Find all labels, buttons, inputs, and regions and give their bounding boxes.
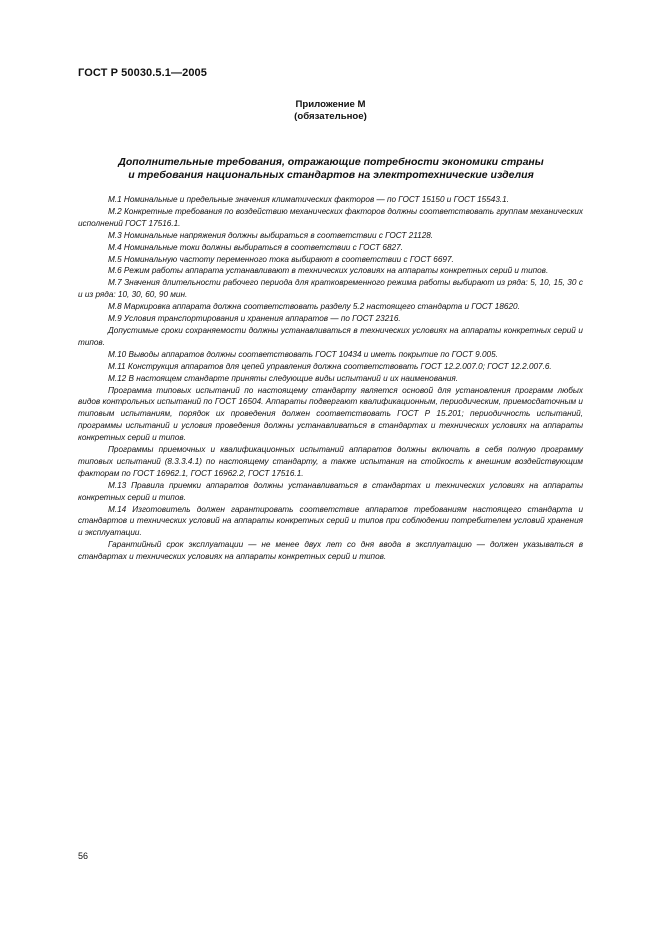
- paragraph-m6: М.6 Режим работы аппарата устанавливают в технических условиях на аппараты конкретных серий и типов.: [108, 266, 549, 276]
- paragraph-m5: М.5 Номинальную частоту переменного тока выбирают в соответствии с ГОСТ 6697.: [108, 254, 454, 264]
- paragraph-m10: М.10 Выводы аппаратов должны соответствовать ГОСТ 10434 и иметь покрытие по ГОСТ 9.005.: [108, 349, 498, 359]
- paragraph-m12-type-tests: Программа типовых испытаний по настоящему стандарту является основой для установления программ любых видов контрольных испытаний по ГОСТ 16504. Аппараты подвергают квалификационным, периодическим, приемосдаточным и типовым испытаниям, порядок их проведения должен соответствовать ГОСТ Р 15.201; периодичность испытаний, программы испытаний и условия проведения должны устанавливаться в стандартах и технических условиях на аппараты конкретных серий и типов.: [78, 385, 583, 443]
- paragraph-m7: М.7 Значения длительности рабочего периода для кратковременного режима работы выбирают из ряда: 5, 10, 15, 30 с и из ряда: 10, 30, 60, 90 мин.: [78, 278, 583, 300]
- section-title: [80, 156, 582, 181]
- section-title-line-2: и требования национальных стандартов на электротехнические изделия: [128, 168, 534, 181]
- paragraph-m14: М.14 Изготовитель должен гарантировать соответствие аппаратов требованиям настоящего стандарта и стандартов и технических условий на аппараты конкретных серий и типов при соблюдении потребителем условий хранения и эксплуатации.: [78, 504, 583, 538]
- paragraph-m13: М.13 Правила приемки аппаратов должны устанавливаться в стандартах и технических условиях на аппараты конкретных серий и типов.: [78, 480, 583, 502]
- annex-heading: [0, 99, 661, 122]
- paragraph-m9-storage: Допустимые сроки сохраняемости должны устанавливаться в технических условиях на аппараты конкретных серий и типов.: [78, 325, 583, 347]
- paragraph-m11: М.11 Конструкция аппаратов для цепей управления должна соответствовать ГОСТ 12.2.007.0; ГОСТ 12.2.007.6.: [108, 361, 552, 371]
- paragraph-m9: М.9 Условия транспортирования и хранения аппаратов — по ГОСТ 23216.: [108, 314, 401, 324]
- page-number: 56: [78, 851, 89, 861]
- paragraph-m8: М.8 Маркировка аппарата должна соответствовать разделу 5.2 настоящего стандарта и ГОСТ 18620.: [108, 302, 520, 312]
- document-header-id: ГОСТ Р 50030.5.1—2005: [78, 67, 207, 79]
- paragraph-m2: М.2 Конкретные требования по воздействию механических факторов должны соответствовать группам механических исполнений ГОСТ 17516.1.: [78, 206, 583, 228]
- section-title-line-1: Дополнительные требования, отражающие потребности экономики страны: [118, 156, 544, 168]
- annex-subtitle: (обязательное): [294, 110, 367, 122]
- paragraph-m12: М.12 В настоящем стандарте приняты следующие виды испытаний и их наименования.: [108, 373, 459, 383]
- paragraph-m1: М.1 Номинальные и предельные значения климатических факторов — по ГОСТ 15150 и ГОСТ 15543.1.: [108, 195, 509, 204]
- paragraph-m12-acceptance-tests: Программы приемочных и квалификационных испытаний аппаратов должны включать в себя полную программу типовых испытаний (8.3.3.4.1) по настоящему стандарту, а также испытания на стойкость к внешним воздействующим факторам по ГОСТ 16962.1, ГОСТ 16962.2, ГОСТ 17516.1.: [78, 445, 583, 478]
- paragraph-m3: М.3 Номинальные напряжения должны выбираться в соответствии с ГОСТ 21128.: [108, 230, 434, 240]
- paragraph-m4: М.4 Номинальные токи должны выбираться в соответствии с ГОСТ 6827.: [108, 242, 403, 252]
- paragraph-m14-warranty: Гарантийный срок эксплуатации — не менее двух лет со дня ввода в эксплуатацию — должен указываться в стандартах и технических условиях на аппараты конкретных серий и типов.: [78, 540, 583, 562]
- annex-title: Приложение М: [295, 99, 366, 110]
- annex-body: [78, 194, 583, 563]
